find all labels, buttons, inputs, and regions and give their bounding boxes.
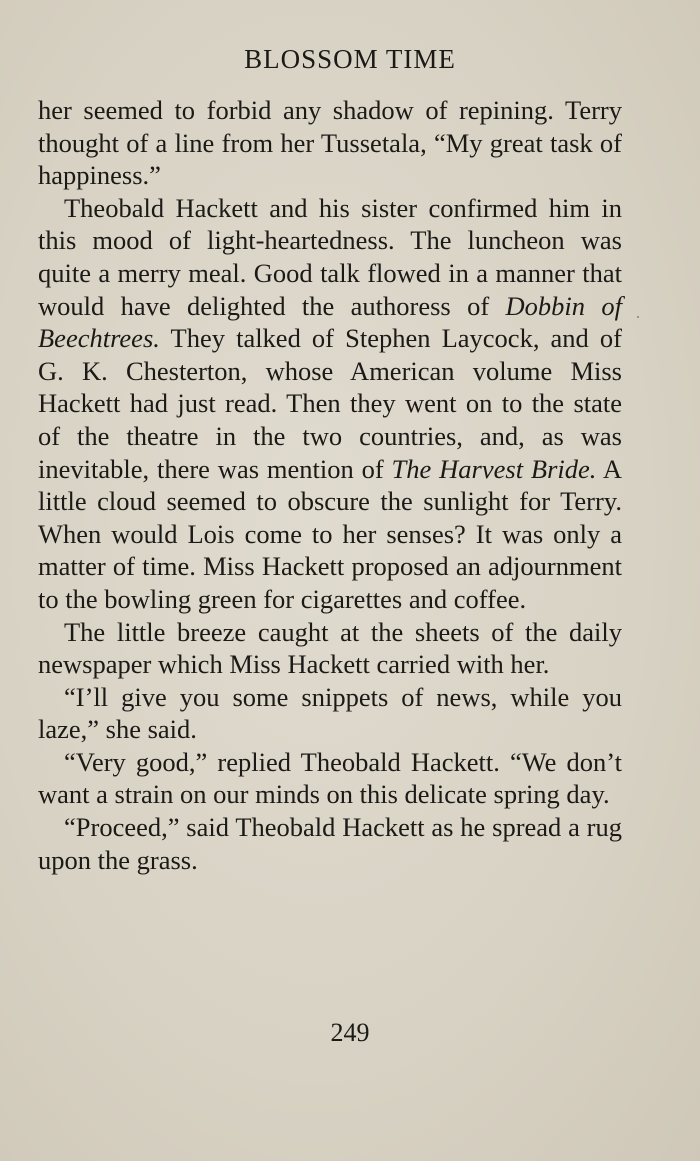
text-run: They talked of Stephen Laycock, and of G. K. Chesterton, whose American volume Miss Hackett had just read. Then they went on to the state of the theatre in the two countries, and, as was inevitable, there was mention of [38, 323, 622, 484]
paragraph [38, 746, 622, 811]
text-run: “Very good,” replied Theobald Hackett. “We don’t want a strain on our minds on this delicate spring day. [38, 746, 622, 810]
text-run: Theobald Hackett and his sister confirmed him in this mood of light-heartedness. The luncheon was quite a merry meal. Good talk flowed in a manner that would have delighted the authoress of [38, 192, 622, 321]
text-run: her seemed to forbid any shadow of repining. Terry thought of a line from her Tussetala, “My great task of happiness.” [38, 95, 622, 191]
body-text [38, 94, 622, 876]
paragraph [38, 681, 622, 746]
page-number: 249 [330, 1018, 370, 1047]
paragraph [38, 811, 622, 876]
book-title-italic: Dobbin of Beechtrees. [38, 290, 622, 354]
running-head: BLOSSOM TIME [244, 44, 456, 74]
text-run: “I’ll give you some snippets of news, while you laze,” she said. [38, 681, 622, 745]
paragraph [38, 616, 622, 681]
text-run: The little breeze caught at the sheets of the daily newspaper which Miss Hackett carried with her. [38, 616, 622, 680]
paragraph [38, 192, 622, 616]
paper-speck [637, 316, 639, 318]
play-title-italic: The Harvest Bride. [391, 453, 597, 484]
paragraph [38, 94, 622, 192]
text-run: A little cloud seemed to obscure the sunlight for Terry. When would Lois come to her senses? It was only a matter of time. Miss Hackett proposed an adjournment to the bowling green for cigarettes and coffee. [38, 453, 622, 614]
text-run: “Proceed,” said Theobald Hackett as he spread a rug upon the grass. [38, 812, 622, 875]
